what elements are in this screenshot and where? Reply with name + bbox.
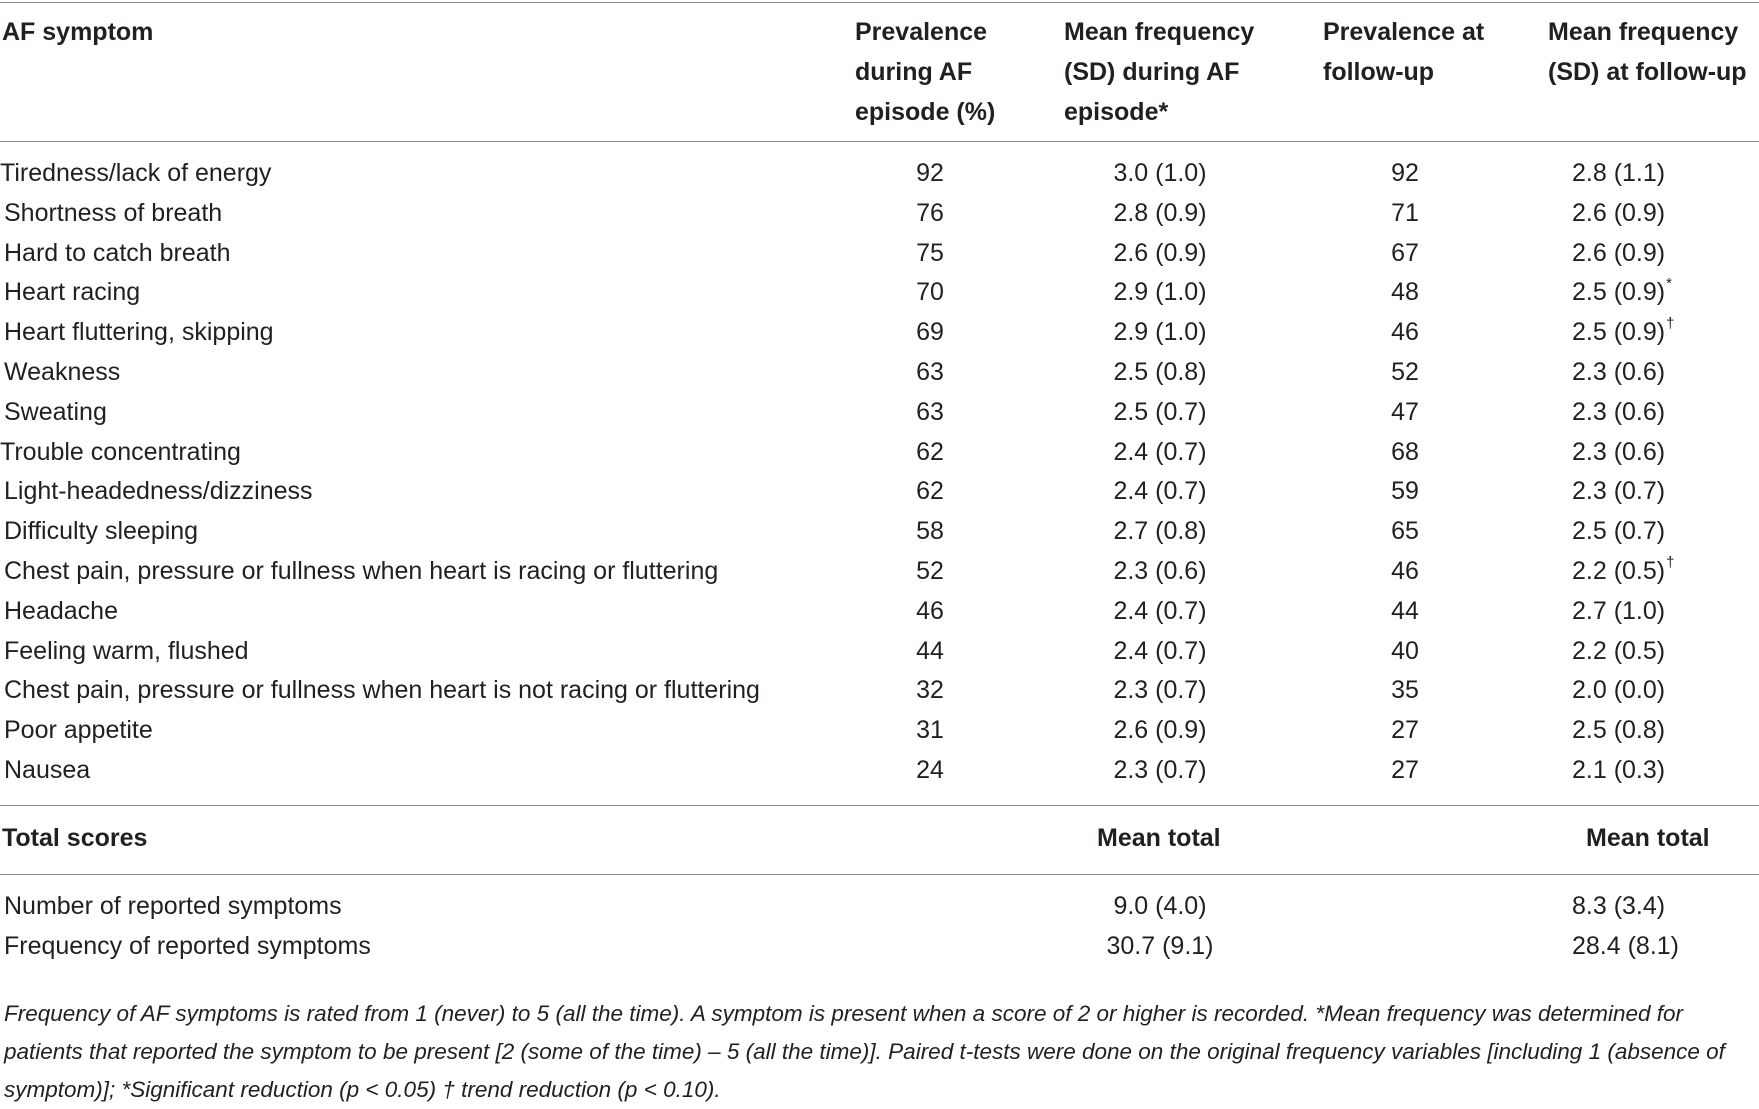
symptom-cell-text: Trouble concentrating xyxy=(0,437,241,466)
prevalence-followup-cell xyxy=(1315,750,1495,790)
frequency-followup-cell-text: 2.5 (0.7) xyxy=(1572,517,1666,546)
prevalence-during-cell-text: 63 xyxy=(916,358,944,386)
prevalence-during-cell xyxy=(840,312,1020,352)
frequency-during-cell-text: 2.3 (0.7) xyxy=(1113,756,1207,784)
frequency-during-cell xyxy=(1060,670,1260,710)
prevalence-during-cell xyxy=(840,352,1020,392)
frequency-followup-cell-text: 2.7 (1.0) xyxy=(1572,596,1666,625)
totals-label-cell: Number of reported symptoms xyxy=(4,892,342,920)
table-row xyxy=(0,432,1759,472)
table-row xyxy=(0,710,1759,750)
symptom-cell-text: Nausea xyxy=(4,756,91,784)
prevalence-followup-cell-text: 27 xyxy=(1391,716,1419,745)
prevalence-followup-cell xyxy=(1315,272,1495,312)
prevalence-during-cell xyxy=(840,670,1020,710)
frequency-during-cell-text: 3.0 (1.0) xyxy=(1113,159,1207,187)
prevalence-during-cell xyxy=(840,471,1020,511)
frequency-followup-cell xyxy=(1530,591,1730,631)
prevalence-during-cell-text: 63 xyxy=(916,397,944,426)
header-line: episode (%) xyxy=(855,98,996,126)
frequency-during-cell xyxy=(1060,312,1260,352)
prevalence-during-cell xyxy=(840,631,1020,671)
symptom-cell xyxy=(4,312,274,352)
prevalence-during-cell-text: 46 xyxy=(916,596,944,625)
symptom-cell-text: Chest pain, pressure or fullness when heart is racing or fluttering xyxy=(4,557,719,585)
prevalence-followup-cell-text: 46 xyxy=(1391,318,1419,347)
prevalence-during-cell xyxy=(840,392,1020,432)
frequency-followup-cell xyxy=(1530,272,1730,312)
prevalence-followup-cell xyxy=(1315,233,1495,273)
prevalence-during-cell-text: 31 xyxy=(916,716,944,745)
prevalence-during-cell-text: 58 xyxy=(916,517,944,546)
table-row xyxy=(0,392,1759,432)
frequency-followup-cell xyxy=(1530,551,1730,591)
table-row xyxy=(0,631,1759,671)
table-row xyxy=(0,352,1759,392)
table-row xyxy=(0,312,1759,352)
prevalence-followup-cell-text: 48 xyxy=(1391,278,1419,307)
prevalence-during-cell-text: 32 xyxy=(916,676,944,705)
table-row xyxy=(0,272,1759,312)
frequency-during-cell-text: 2.4 (0.7) xyxy=(1113,636,1207,665)
prevalence-followup-cell-text: 67 xyxy=(1391,238,1419,267)
prevalence-during-cell xyxy=(840,750,1020,790)
header-prevalence-followup xyxy=(1323,12,1484,92)
totals-header-rule xyxy=(0,874,1759,875)
symptom-cell-text: Heart fluttering, skipping xyxy=(4,318,274,347)
prevalence-during-cell xyxy=(840,272,1020,312)
prevalence-followup-cell xyxy=(1315,471,1495,511)
frequency-followup-cell xyxy=(1530,631,1730,671)
table-row xyxy=(0,591,1759,631)
frequency-followup-cell-text: 2.2 (0.5) xyxy=(1572,557,1666,585)
prevalence-during-cell-text: 76 xyxy=(916,198,944,227)
frequency-followup-cell xyxy=(1530,153,1730,193)
frequency-followup-cell-text: 2.3 (0.6) xyxy=(1572,437,1666,466)
header-line: episode* xyxy=(1064,98,1169,126)
symptom-cell-text: Hard to catch breath xyxy=(4,238,231,267)
prevalence-followup-cell-text: 47 xyxy=(1391,397,1419,426)
prevalence-during-cell xyxy=(840,153,1020,193)
symptom-cell xyxy=(4,233,231,273)
prevalence-during-cell-text: 44 xyxy=(916,636,944,665)
symptom-cell xyxy=(4,710,153,750)
prevalence-followup-cell xyxy=(1315,153,1495,193)
prevalence-followup-cell-text: 68 xyxy=(1391,437,1419,466)
frequency-followup-cell xyxy=(1530,233,1730,273)
prevalence-during-cell xyxy=(840,551,1020,591)
totals-during-cell: 9.0 (4.0) xyxy=(1113,892,1207,920)
prevalence-followup-cell-text: 46 xyxy=(1391,557,1419,585)
totals-followup-cell: 8.3 (3.4) xyxy=(1572,892,1666,920)
prevalence-followup-cell-text: 71 xyxy=(1391,198,1419,227)
frequency-followup-cell xyxy=(1530,392,1730,432)
significance-mark: † xyxy=(1666,554,1675,571)
prevalence-followup-cell xyxy=(1315,312,1495,352)
frequency-followup-cell-text: 2.5 (0.8) xyxy=(1572,716,1666,745)
prevalence-during-cell xyxy=(840,233,1020,273)
symptom-cell-text: Light-headedness/dizziness xyxy=(4,477,313,506)
header-bottom-rule xyxy=(0,141,1759,142)
frequency-during-cell-text: 2.4 (0.7) xyxy=(1113,596,1207,625)
frequency-during-cell xyxy=(1060,153,1260,193)
prevalence-during-cell-text: 24 xyxy=(916,756,944,784)
frequency-during-cell-text: 2.7 (0.8) xyxy=(1113,517,1207,546)
frequency-during-cell-text: 2.3 (0.7) xyxy=(1113,676,1207,705)
symptom-cell xyxy=(4,193,222,233)
prevalence-followup-cell xyxy=(1315,511,1495,551)
prevalence-during-cell xyxy=(840,710,1020,750)
prevalence-followup-cell xyxy=(1315,432,1495,472)
frequency-during-cell xyxy=(1060,432,1260,472)
table-top-rule xyxy=(0,2,1759,3)
body-bottom-rule xyxy=(0,805,1759,806)
frequency-during-cell xyxy=(1060,551,1260,591)
prevalence-during-cell xyxy=(840,193,1020,233)
symptom-cell-text: Chest pain, pressure or fullness when heart is not racing or fluttering xyxy=(4,676,760,705)
header-frequency-followup xyxy=(1548,12,1747,92)
prevalence-followup-cell xyxy=(1315,352,1495,392)
header-line: follow-up xyxy=(1323,58,1435,86)
prevalence-during-cell-text: 75 xyxy=(916,238,944,267)
header-prevalence-during xyxy=(855,12,995,132)
frequency-followup-cell xyxy=(1530,511,1730,551)
totals-during-cell: 30.7 (9.1) xyxy=(1106,932,1214,960)
frequency-followup-cell-text: 2.6 (0.9) xyxy=(1572,198,1666,227)
prevalence-followup-cell xyxy=(1315,670,1495,710)
prevalence-followup-cell xyxy=(1315,193,1495,233)
symptom-cell-text: Difficulty sleeping xyxy=(4,517,199,546)
frequency-followup-cell xyxy=(1530,193,1730,233)
frequency-during-cell-text: 2.9 (1.0) xyxy=(1113,318,1207,347)
totals-header-label: Total scores xyxy=(2,824,148,852)
frequency-during-cell xyxy=(1060,352,1260,392)
prevalence-during-cell-text: 69 xyxy=(916,318,944,347)
table-row xyxy=(0,551,1759,591)
frequency-followup-cell xyxy=(1530,432,1730,472)
frequency-followup-cell xyxy=(1530,312,1730,352)
totals-header-during: Mean total xyxy=(1097,824,1221,852)
prevalence-followup-cell xyxy=(1315,591,1495,631)
table-row xyxy=(0,511,1759,551)
prevalence-followup-cell xyxy=(1315,631,1495,671)
table-row xyxy=(0,670,1759,710)
symptom-cell xyxy=(4,392,107,432)
frequency-during-cell xyxy=(1060,710,1260,750)
symptom-cell-text: Feeling warm, flushed xyxy=(4,636,249,665)
header-line: during AF xyxy=(855,58,973,86)
table-footnote: Frequency of AF symptoms is rated from 1 (never) to 5 (all the time). A symptom is present when a score of 2 or higher is recorded. *Mean frequency was determined for patients that reported the symptom to be present [2 (some of the time) – 5 (all the time)]. Paired t-tests were done on the original frequency variables [including 1 (absence of symptom)]; *Significant reduction (p < 0.05) † trend reduction (p < 0.10). xyxy=(4,1001,1725,1102)
prevalence-followup-cell-text: 44 xyxy=(1391,596,1419,625)
prevalence-during-cell-text: 62 xyxy=(916,477,944,506)
prevalence-followup-cell xyxy=(1315,392,1495,432)
symptom-cell-text: Headache xyxy=(4,596,118,625)
prevalence-during-cell-text: 92 xyxy=(916,159,944,187)
frequency-during-cell xyxy=(1060,272,1260,312)
symptom-cell xyxy=(4,471,313,511)
header-symptom: AF symptom xyxy=(2,18,154,46)
frequency-during-cell xyxy=(1060,750,1260,790)
table-row xyxy=(0,471,1759,511)
frequency-followup-cell xyxy=(1530,670,1730,710)
header-frequency-during xyxy=(1064,12,1254,132)
symptom-cell-text: Heart racing xyxy=(4,278,141,307)
totals-row xyxy=(0,926,1759,966)
symptom-cell xyxy=(4,511,198,551)
frequency-followup-cell-text: 2.2 (0.5) xyxy=(1572,636,1666,665)
frequency-during-cell-text: 2.4 (0.7) xyxy=(1113,437,1207,466)
table-row xyxy=(0,233,1759,273)
frequency-during-cell xyxy=(1060,511,1260,551)
header-line: Prevalence xyxy=(855,18,988,46)
prevalence-during-cell xyxy=(840,591,1020,631)
symptom-cell xyxy=(4,352,120,392)
prevalence-followup-cell xyxy=(1315,551,1495,591)
frequency-during-cell xyxy=(1060,193,1260,233)
symptom-cell xyxy=(0,153,271,193)
prevalence-during-cell-text: 52 xyxy=(916,557,944,585)
frequency-followup-cell xyxy=(1530,352,1730,392)
frequency-during-cell-text: 2.6 (0.9) xyxy=(1113,716,1207,745)
header-line: Mean frequency xyxy=(1064,18,1255,46)
symptom-cell xyxy=(4,591,118,631)
frequency-during-cell-text: 2.8 (0.9) xyxy=(1113,198,1207,227)
frequency-during-cell-text: 2.5 (0.8) xyxy=(1113,358,1207,386)
prevalence-followup-cell-text: 59 xyxy=(1391,477,1419,506)
frequency-during-cell-text: 2.5 (0.7) xyxy=(1113,397,1207,426)
prevalence-followup-cell-text: 52 xyxy=(1391,358,1419,386)
symptom-cell xyxy=(4,631,249,671)
frequency-followup-cell xyxy=(1530,710,1730,750)
prevalence-followup-cell-text: 92 xyxy=(1391,159,1419,187)
frequency-during-cell xyxy=(1060,631,1260,671)
prevalence-during-cell-text: 70 xyxy=(916,278,944,307)
table-row xyxy=(0,153,1759,193)
frequency-followup-cell-text: 2.5 (0.9) xyxy=(1572,318,1666,347)
symptom-cell xyxy=(0,432,241,472)
significance-mark: * xyxy=(1666,275,1672,293)
frequency-followup-cell xyxy=(1530,750,1730,790)
prevalence-followup-cell-text: 35 xyxy=(1391,676,1419,705)
frequency-during-cell-text: 2.4 (0.7) xyxy=(1113,477,1207,506)
symptom-cell xyxy=(4,272,140,312)
frequency-during-cell xyxy=(1060,591,1260,631)
totals-header-followup: Mean total xyxy=(1586,824,1710,852)
frequency-during-cell-text: 2.9 (1.0) xyxy=(1113,278,1207,307)
symptom-cell xyxy=(4,551,718,591)
frequency-followup-cell-text: 2.3 (0.6) xyxy=(1572,358,1666,386)
header-line: Prevalence at xyxy=(1323,18,1485,46)
frequency-followup-cell-text: 2.3 (0.7) xyxy=(1572,477,1666,506)
frequency-during-cell-text: 2.6 (0.9) xyxy=(1113,238,1207,267)
totals-followup-cell: 28.4 (8.1) xyxy=(1572,932,1680,960)
prevalence-during-cell xyxy=(840,432,1020,472)
symptom-cell xyxy=(4,670,760,710)
frequency-during-cell xyxy=(1060,392,1260,432)
significance-mark: † xyxy=(1666,315,1675,333)
header-line: (SD) at follow-up xyxy=(1548,58,1747,86)
frequency-during-cell xyxy=(1060,233,1260,273)
symptom-cell-text: Weakness xyxy=(4,358,121,386)
frequency-followup-cell-text: 2.3 (0.6) xyxy=(1572,397,1666,426)
header-line: Mean frequency xyxy=(1548,18,1739,46)
frequency-followup-cell-text: 2.5 (0.9) xyxy=(1572,278,1666,307)
frequency-during-cell xyxy=(1060,471,1260,511)
frequency-followup-cell-text: 2.1 (0.3) xyxy=(1572,756,1666,784)
table-row xyxy=(0,193,1759,233)
prevalence-followup-cell-text: 65 xyxy=(1391,517,1419,546)
prevalence-followup-cell-text: 40 xyxy=(1391,636,1419,665)
prevalence-during-cell xyxy=(840,511,1020,551)
header-line: (SD) during AF xyxy=(1064,58,1240,86)
symptom-cell-text: Sweating xyxy=(4,397,107,426)
frequency-during-cell-text: 2.3 (0.6) xyxy=(1113,557,1207,585)
prevalence-followup-cell xyxy=(1315,710,1495,750)
frequency-followup-cell-text: 2.0 (0.0) xyxy=(1572,676,1666,705)
frequency-followup-cell-text: 2.6 (0.9) xyxy=(1572,238,1666,267)
frequency-followup-cell xyxy=(1530,471,1730,511)
symptom-cell xyxy=(4,750,90,790)
totals-row xyxy=(0,886,1759,926)
prevalence-followup-cell-text: 27 xyxy=(1391,756,1419,784)
symptom-cell-text: Shortness of breath xyxy=(4,198,223,227)
frequency-followup-cell-text: 2.8 (1.1) xyxy=(1572,159,1666,187)
symptom-cell-text: Tiredness/lack of energy xyxy=(0,159,272,187)
table-row xyxy=(0,750,1759,790)
prevalence-during-cell-text: 62 xyxy=(916,437,944,466)
totals-label-cell: Frequency of reported symptoms xyxy=(4,932,371,960)
symptom-cell-text: Poor appetite xyxy=(4,716,153,745)
